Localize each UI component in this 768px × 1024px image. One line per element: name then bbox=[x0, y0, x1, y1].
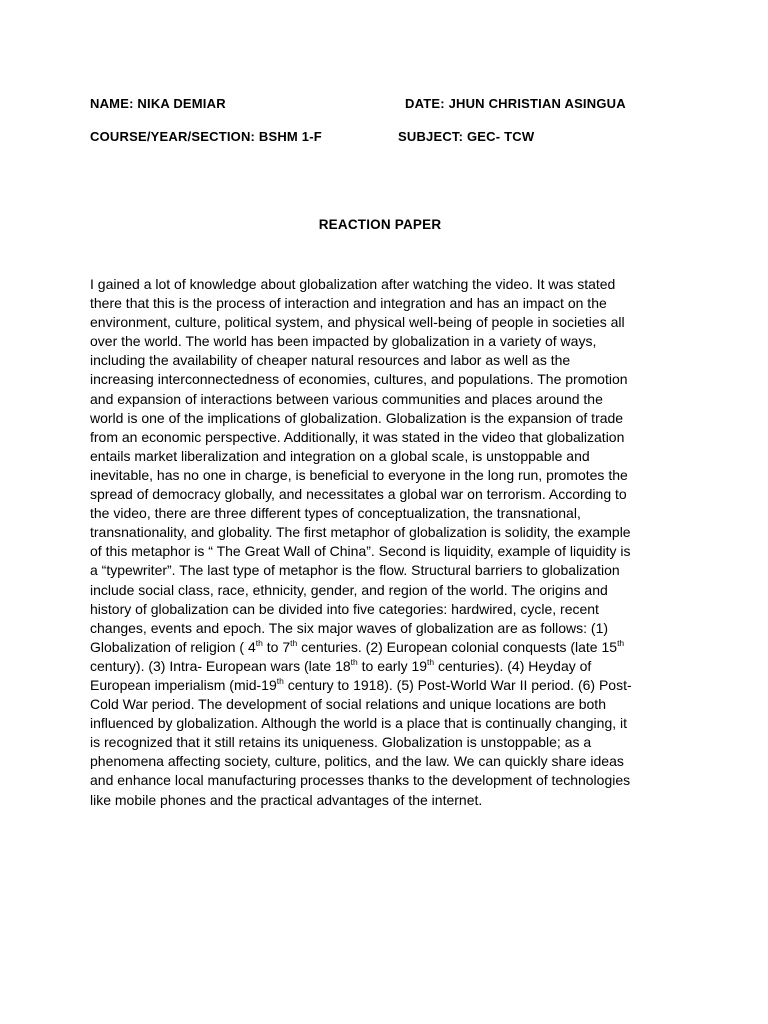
body-line bbox=[90, 657, 680, 676]
body-line: from an economic perspective. Additionally, it was stated in the video that globalization bbox=[90, 428, 625, 445]
subject-field: SUBJECT: GEC- TCW bbox=[398, 129, 535, 144]
body-line: like mobile phones and the practical advantages of the internet. bbox=[90, 791, 483, 808]
body-text: centuries. (2) European colonial conquests (late 15 bbox=[297, 638, 618, 655]
body-line: and expansion of interactions between various communities and places around the bbox=[90, 390, 603, 407]
body-line: entails market liberalization and integration on a global scale, is unstoppable and bbox=[90, 447, 590, 464]
ordinal-superscript: th bbox=[290, 637, 298, 648]
body-text: Globalization of religion ( 4 bbox=[90, 638, 256, 655]
ordinal-superscript: th bbox=[617, 637, 625, 648]
body-line: the video, there are three different types of conceptualization, the transnational, bbox=[90, 505, 581, 522]
body-line: there that this is the process of interaction and integration and has an impact on the bbox=[90, 295, 607, 312]
body-text: European imperialism (mid-19 bbox=[90, 676, 277, 693]
body-line: spread of democracy globally, and necessitates a global war on terrorism. According to bbox=[90, 486, 627, 503]
body-line: including the availability of cheaper natural resources and labor as well as the bbox=[90, 352, 571, 369]
body-line: transnationality, and globality. The first metaphor of globalization is solidity, the example bbox=[90, 524, 631, 541]
body-line: is recognized that it still retains its uniqueness. Globalization is unstoppable; as a bbox=[90, 734, 592, 751]
reaction-paper-body bbox=[90, 275, 680, 810]
body-line: over the world. The world has been impacted by globalization in a variety of ways, bbox=[90, 333, 597, 350]
body-line bbox=[90, 676, 680, 695]
body-line: I gained a lot of knowledge about globalization after watching the video. It was stated bbox=[90, 276, 616, 292]
body-text: centuries). (4) Heyday of bbox=[434, 657, 592, 674]
body-text: century). (3) Intra- European wars (late 18 bbox=[90, 657, 351, 674]
body-line: world is one of the implications of globalization. Globalization is the expansion of trade bbox=[90, 409, 624, 426]
course-year-section: COURSE/YEAR/SECTION: BSHM 1-F bbox=[90, 129, 322, 144]
date-field: DATE: JHUN CHRISTIAN ASINGUA bbox=[405, 96, 626, 111]
body-line: influenced by globalization. Although the world is a place that is continually changing, it bbox=[90, 715, 628, 732]
body-line: Cold War period. The development of social relations and unique locations are both bbox=[90, 696, 606, 713]
body-text: to early 19 bbox=[357, 657, 428, 674]
ordinal-superscript: th bbox=[427, 656, 435, 667]
body-line bbox=[90, 638, 680, 657]
student-name: NAME: NIKA DEMIAR bbox=[90, 96, 226, 111]
body-line: include social class, race, ethnicity, gender, and region of the world. The origins and bbox=[90, 581, 608, 598]
ordinal-superscript: th bbox=[350, 656, 358, 667]
body-line: increasing interconnectedness of economies, cultures, and populations. The promotion bbox=[90, 371, 628, 388]
ordinal-superscript: th bbox=[276, 675, 284, 686]
body-line: inevitable, has no one in charge, is beneficial to everyone in the long run, promotes the bbox=[90, 466, 628, 483]
body-line: phenomena affecting society, culture, politics, and the law. We can quickly share ideas bbox=[90, 753, 624, 770]
ordinal-superscript: th bbox=[255, 637, 263, 648]
body-text: to 7 bbox=[262, 638, 291, 655]
body-text: century to 1918). (5) Post-World War II period. (6) Post- bbox=[283, 676, 632, 693]
body-line: of this metaphor is “ The Great Wall of China”. Second is liquidity, example of liquidity is bbox=[90, 543, 631, 560]
body-line: changes, events and epoch. The six major waves of globalization are as follows: (1) bbox=[90, 619, 609, 636]
body-line: environment, culture, political system, and physical well-being of people in societies all bbox=[90, 314, 625, 331]
paper-title: REACTION PAPER bbox=[318, 217, 442, 232]
body-line: a “typewriter”. The last type of metaphor is the flow. Structural barriers to globalization bbox=[90, 562, 620, 579]
body-line: and enhance local manufacturing processes thanks to the development of technologies bbox=[90, 772, 631, 789]
body-line: history of globalization can be divided into five categories: hardwired, cycle, recent bbox=[90, 600, 599, 617]
